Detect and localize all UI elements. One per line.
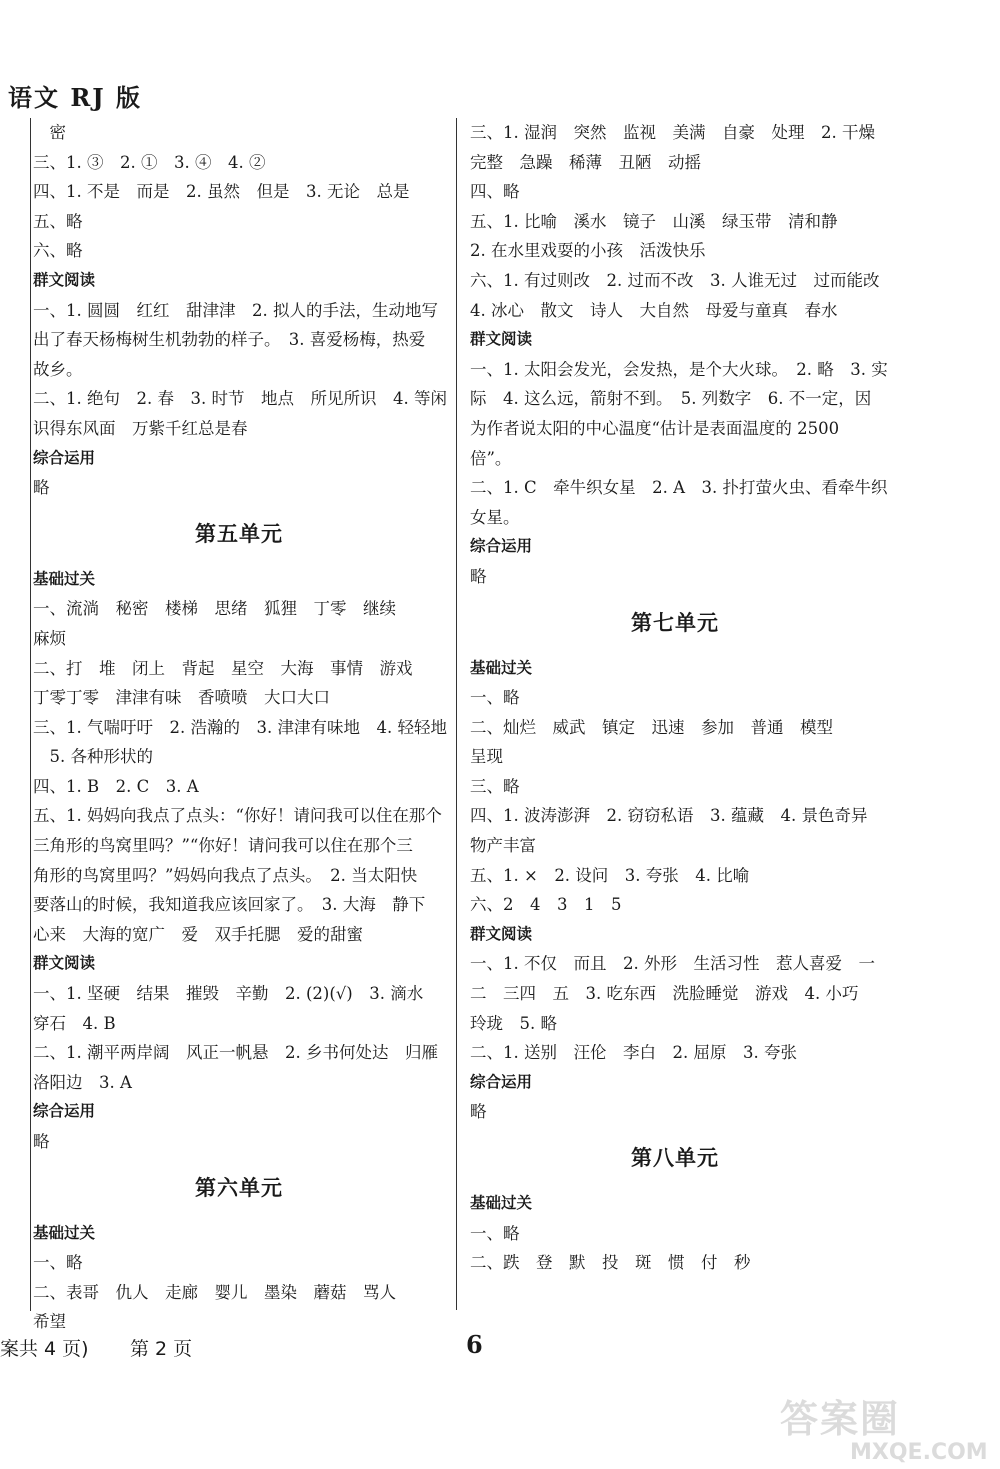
right-column — [470, 118, 888, 1311]
answer-line: 二、1. 绝句 2. 春 3. 时节 地点 所见所识 4. 等闲 — [33, 389, 447, 409]
answer-line: 四、1. 波涛澎湃 2. 窃窃私语 3. 蕴藏 4. 景色奇异 — [470, 806, 868, 826]
answer-line: 一、1. 太阳会发光，会发热，是个大火球。 2. 略 3. 实 — [470, 359, 888, 379]
answer-line: 丁零丁零 津津有味 香喷喷 大口大口 — [33, 688, 330, 708]
answer-line: 一、1. 坚硬 结果 摧毁 辛勤 2. (2)(√) 3. 滴水 — [33, 984, 424, 1004]
answer-line: 二、灿烂 威武 镇定 迅速 参加 普通 模型 — [470, 717, 833, 737]
answer-line: 五、略 — [33, 211, 83, 231]
section-heading: 基础过关 — [470, 658, 533, 677]
answer-line: 略 — [33, 478, 50, 498]
page-header — [8, 78, 142, 113]
answer-line: 穿石 4. B — [33, 1013, 116, 1033]
section-heading: 群文阅读 — [470, 924, 533, 943]
watermark-url: MXQE.COM — [850, 1440, 988, 1465]
section-heading: 综合运用 — [470, 1072, 533, 1091]
answer-line: 5. 各种形状的 — [33, 747, 153, 767]
answer-line: 二、跌 登 默 投 斑 惯 付 秒 — [470, 1253, 751, 1273]
section-heading: 群文阅读 — [33, 954, 96, 973]
answer-line: 四、略 — [470, 182, 520, 202]
answer-line: 五、1. × 2. 设问 3. 夸张 4. 比喻 — [470, 865, 750, 885]
answer-line: 二 三四 五 3. 吃东西 洗脸睡觉 游戏 4. 小巧 — [470, 984, 859, 1004]
answer-line: 一、1. 不仅 而且 2. 外形 生活习性 惹人喜爱 一 — [470, 954, 875, 974]
page-number: 6 — [466, 1330, 483, 1359]
answer-line: 一、1. 圆圆 红红 甜津津 2. 拟人的手法，生动地写 — [33, 300, 438, 320]
answer-line: 麻烦 — [33, 628, 66, 648]
answer-line: 三、1. 气喘吁吁 2. 浩瀚的 3. 津津有味地 4. 轻轻地 — [33, 717, 447, 737]
answer-line: 四、1. 不是 而是 2. 虽然 但是 3. 无论 总是 — [33, 182, 410, 202]
left-column — [30, 118, 447, 1332]
answer-line: 二、表哥 仇人 走廊 婴儿 墨染 蘑菇 骂人 — [33, 1282, 396, 1302]
answer-line: 玲珑 5. 略 — [470, 1013, 557, 1033]
page-footer — [0, 1330, 1000, 1364]
section-heading: 群文阅读 — [470, 330, 533, 349]
header-title: 语文 RJ 版 — [8, 83, 143, 112]
answer-line: 一、略 — [470, 1223, 520, 1243]
answer-line: 略 — [470, 566, 487, 586]
answer-line: 心来 大海的宽广 爱 双手托腮 爱的甜蜜 — [33, 924, 363, 944]
answer-line: 六、略 — [33, 241, 83, 261]
answer-line: 一、略 — [470, 688, 520, 708]
answer-line: 略 — [470, 1102, 487, 1122]
answer-line: 一、略 — [33, 1253, 83, 1273]
answer-line: 五、1. 比喻 溪水 镜子 山溪 绿玉带 清和静 — [470, 211, 838, 231]
section-heading: 基础过关 — [470, 1194, 533, 1212]
answer-line: 三角形的鸟窝里吗？”“你好！请问我可以住在那个三 — [33, 836, 413, 856]
section-heading: 基础过关 — [33, 1223, 96, 1242]
answer-line: 三、略 — [470, 776, 520, 796]
answer-line: 二、1. 送别 汪伦 李白 2. 屈原 3. 夸张 — [470, 1043, 797, 1063]
answer-line: 2. 在水里戏耍的小孩 活泼快乐 — [470, 241, 706, 261]
footer-page-label: 第 2 页 — [130, 1338, 193, 1360]
unit-heading: 第五单元 — [195, 520, 283, 546]
unit-heading: 第八单元 — [631, 1145, 719, 1170]
watermark-logo: 答案圈 — [780, 1397, 901, 1441]
answer-line: 二、1. C 牵牛织女星 2. A 3. 扑打萤火虫、看牵牛织 — [470, 478, 888, 498]
answer-line: 六、1. 有过则改 2. 过而不改 3. 人谁无过 过而能改 — [470, 270, 880, 290]
answer-line: 三、1. ③ 2. ① 3. ④ 4. ② — [33, 152, 266, 172]
answer-line: 三、1. 湿润 突然 监视 美满 自豪 处理 2. 干燥 — [470, 123, 875, 142]
answer-line: 略 — [33, 1132, 50, 1151]
answer-line: 完整 急躁 稀薄 丑陋 动摇 — [470, 152, 701, 172]
answer-line: 角形的鸟窝里吗？”妈妈向我点了点头。 2. 当太阳快 — [33, 865, 418, 885]
column-divider — [456, 118, 457, 1310]
answer-line: 要落山的时候，我知道我应该回家了。 3. 大海 静下 — [33, 895, 426, 915]
answer-line: 倍”。 — [470, 448, 512, 468]
answer-line: 一、流淌 秘密 楼梯 思绪 狐狸 丁零 继续 — [33, 599, 396, 619]
answer-line: 女星。 — [470, 507, 520, 527]
answer-line: 希望 — [33, 1312, 66, 1332]
section-heading: 综合运用 — [33, 1102, 96, 1121]
answer-line: 识得东风面 万紫千红总是春 — [33, 418, 248, 438]
section-heading: 综合运用 — [33, 448, 96, 467]
section-heading: 综合运用 — [470, 537, 533, 556]
answer-line: 二、打 堆 闭上 背起 星空 大海 事情 游戏 — [33, 658, 413, 678]
answer-line: 故乡。 — [33, 359, 83, 379]
answer-line: 4. 冰心 散文 诗人 大自然 母爱与童真 春水 — [470, 300, 838, 320]
unit-heading: 第六单元 — [195, 1174, 283, 1200]
section-heading: 基础过关 — [33, 569, 96, 588]
answer-line: 出了春天杨梅树生机勃勃的样子。 3. 喜爱杨梅，热爱 — [33, 330, 426, 350]
answer-line: 呈现 — [470, 747, 503, 767]
answer-line: 物产丰富 — [470, 836, 536, 856]
unit-heading: 第七单元 — [631, 609, 719, 635]
answer-line: 密 — [33, 123, 66, 142]
answer-line: 际 4. 这么远，箭射不到。 5. 列数字 6. 不一定，因 — [470, 389, 872, 409]
answer-line: 二、1. 潮平两岸阔 风正一帆悬 2. 乡书何处达 归雁 — [33, 1043, 438, 1063]
answer-line: 四、1. B 2. C 3. A — [33, 776, 199, 796]
section-heading: 群文阅读 — [33, 270, 96, 289]
answer-line: 洛阳边 3. A — [33, 1072, 132, 1092]
footer-answer-pages: 案共 4 页) — [0, 1338, 89, 1360]
answer-line: 为作者说太阳的中心温度“估计是表面温度的 2500 — [470, 418, 840, 438]
answer-line: 六、2 4 3 1 5 — [470, 895, 622, 915]
answer-line: 五、1. 妈妈向我点了点头：“你好！请问我可以住在那个 — [33, 806, 442, 826]
